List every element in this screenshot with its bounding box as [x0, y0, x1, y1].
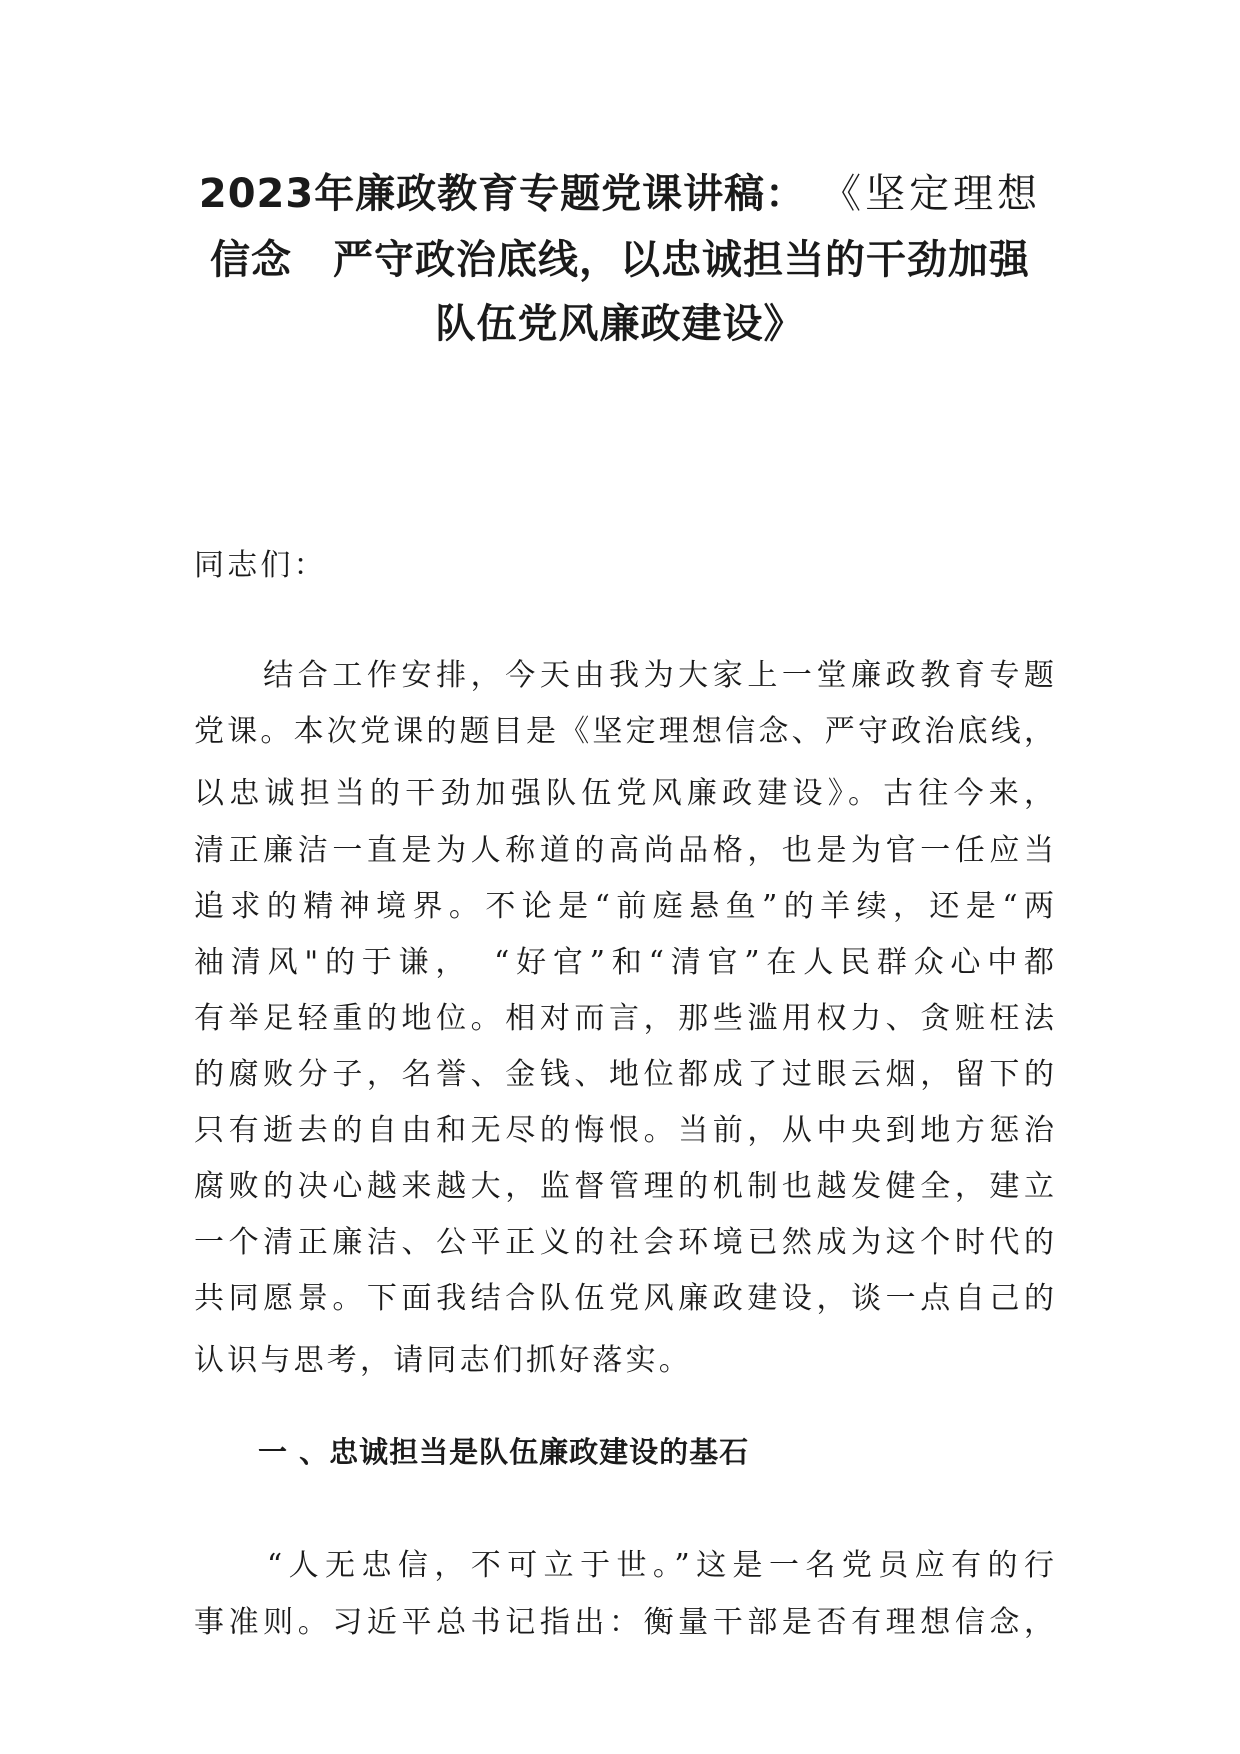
document-title-line-2: 信念 严守政治底线，以忠诚担当的干劲加强 — [210, 237, 1030, 283]
intro-line: 有举足轻重的地位。相对而言，那些滥用权力、贪赃枉法 — [194, 1001, 1054, 1036]
intro-line: 清正廉洁一直是为人称道的高尚品格，也是为官一任应当 — [194, 833, 1054, 868]
intro-line: 以忠诚担当的干劲加强队伍党风廉政建设》。古往今来， — [194, 776, 1054, 811]
intro-line: 只有逝去的自由和无尽的悔恨。当前，从中央到地方惩治 — [194, 1113, 1054, 1148]
section-heading: 一 、忠诚担当是队伍廉政建设的基石 — [258, 1435, 750, 1469]
salutation: 同志们： — [194, 548, 327, 583]
intro-line: 的腐败分子，名誉、金钱、地位都成了过眼云烟，留下的 — [194, 1057, 1054, 1092]
intro-line: 腐败的决心越来越大，监督管理的机制也越发健全，建立 — [194, 1169, 1054, 1204]
intro-line: 结合工作安排，今天由我为大家上一堂廉政教育专题 — [194, 658, 1054, 693]
intro-line: 袖清风"的于谦， “好官”和“清官”在人民群众心中都 — [194, 945, 1054, 980]
intro-line: 认识与思考，请同志们抓好落实。 — [194, 1343, 692, 1378]
title-year-part: 2023年廉政教育专题党课讲稿： — [198, 171, 807, 217]
intro-line: 一个清正廉洁、公平正义的社会环境已然成为这个时代的 — [194, 1225, 1054, 1260]
section-line: 事准则。习近平总书记指出：衡量干部是否有理想信念， — [194, 1605, 1054, 1640]
intro-line: 追求的精神境界。不论是“前庭悬鱼”的羊续，还是“两 — [194, 889, 1054, 924]
section-line: “人无忠信，不可立于世。”这是一名党员应有的行 — [194, 1548, 1054, 1583]
title-book-part: 《坚定理想 — [821, 171, 1042, 217]
intro-line: 共同愿景。下面我结合队伍党风廉政建设，谈一点自己的 — [194, 1281, 1054, 1316]
document-title-line-1 — [0, 162, 1240, 219]
document-title-line-3: 队伍党风廉政建设》 — [435, 301, 805, 347]
intro-line: 党课。本次党课的题目是《坚定理想信念、严守政治底线， — [194, 714, 1054, 749]
